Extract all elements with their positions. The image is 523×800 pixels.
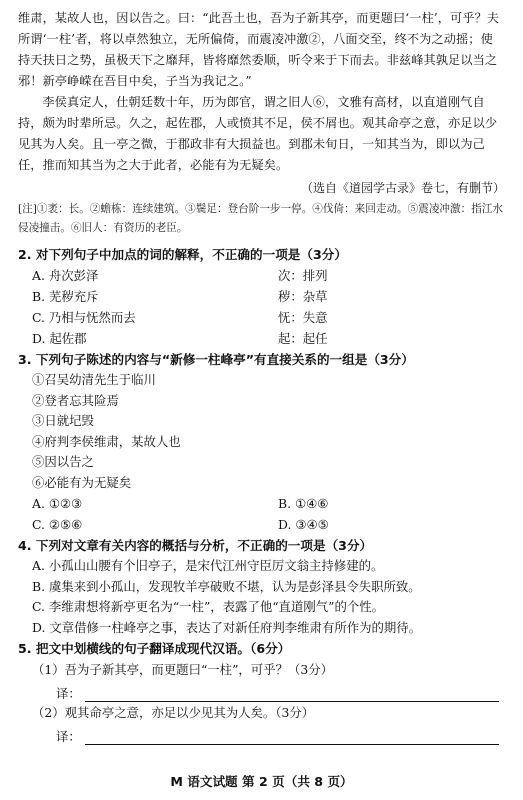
question-3-item: ⑤因以告之 (32, 454, 94, 469)
option-a: A. ①②③ (32, 496, 83, 511)
question-4-stem: 4. 下列对文章有关内容的概括与分析，不正确的一项是（3分） (18, 538, 373, 553)
question-3-item: ②登者忘其险焉 (32, 392, 119, 408)
question-4 (18, 535, 505, 638)
question-5-stem: 5. 把文中划横线的句子翻译成现代汉语。（6分） (18, 641, 291, 656)
question-2-stem: 2. 对下列句子中加点的词的解释，不正确的一项是（3分） (18, 247, 347, 262)
question-3-item: ①召吴幼清先生于临川 (32, 372, 156, 387)
question-5 (18, 638, 505, 745)
question-3-item: ④府判李侯维肃，某故人也 (32, 433, 181, 449)
question-4-option-d: D. 文章借修一柱峰亭之事，表达了对新任府判李维肃有所作为的期待。 (32, 619, 422, 635)
question-3-stem: 3. 下列句子陈述的内容与“新修一柱峰亭”有直接关系的一组是（3分） (18, 352, 414, 367)
question-4-option-a: A. 小孤山山腰有个旧亭子，是宋代江州守臣厉文翁主持修建的。 (32, 558, 384, 573)
question-2 (18, 244, 505, 349)
option-explanation: 起：起任 (278, 331, 328, 346)
option-b: B. ①④⑥ (278, 496, 329, 511)
question-3-options-row-1 (18, 493, 505, 514)
page-footer: M 语文试题 第 2 页（共 8 页） (170, 774, 353, 789)
question-3-item: ⑥必能有为无疑矣 (32, 474, 132, 490)
passage-source: （选自《道园学古录》卷七，有删节） (300, 181, 505, 195)
answer-blank-1[interactable] (85, 685, 499, 702)
option-explanation: 怃：失意 (278, 310, 328, 325)
answer-label: 译： (56, 686, 81, 701)
option-text: A. 舟次彭泽 (32, 268, 99, 283)
option-text: C. 乃相与怃然而去 (32, 310, 136, 325)
answer-label: 译： (56, 729, 81, 744)
question-5-sub-1: （1）吾为子新其亭，而更题曰“一柱”，可乎？（3分） (32, 662, 334, 677)
option-text: D. 起佐郡 (32, 331, 87, 346)
question-3 (18, 349, 505, 535)
question-5-sub-2: （2）观其命亭之意，亦足以少见其为人矣。（3分） (32, 705, 315, 720)
option-explanation: 秽：杂草 (278, 289, 328, 304)
question-2-option-b (18, 286, 505, 307)
question-2-option-d (18, 328, 505, 349)
passage-paragraph-1: 维肃，某故人也，因以告之。曰：“此吾土也，吾为子新其亭，而更题曰‘一柱’，可乎？夫所谓‘一柱’者，将以卓然独立，无所偏倚，而震凌冲激②，八面交至，终不为之动摇；使持天扶日之势，虽极天下之靡拜，皆将靡然委顺，听令来于下而去。非兹峰其孰足以当之邪！新亭峥嵘在吾目中矣，子当为我记之。” (18, 11, 500, 88)
option-c: C. ②⑤⑥ (32, 517, 83, 532)
question-4-option-c: C. 李维肃想将新亭更名为“一柱”，表露了他“直道刚气”的个性。 (32, 599, 385, 614)
question-3-item: ③日就圮毁 (32, 413, 94, 428)
option-d: D. ③④⑤ (278, 517, 329, 532)
answer-blank-2[interactable] (85, 728, 499, 745)
question-4-option-b: B. 虞集来到小孤山，发现牧羊亭破败不堪，认为是彭泽县令失职所致。 (32, 578, 421, 594)
question-2-option-c (18, 307, 505, 328)
option-text: B. 芜秽充斥 (32, 289, 99, 304)
passage-paragraph-2: 李侯真定人，仕朝廷数十年，历为郎官，谓之旧人⑥，文雅有高材，以直道刚气自持，颇为时辈所忌。久之，起佐郡，人或愤其不足，侯不屑也。观其命亭之意，亦足以少见其为人矣。且一亭之微，于郡政非有大损益也。到郡未旬日，一知其当为，即以为己任，推而知其当为之大于此者，必能有为无疑矣。 (18, 95, 498, 172)
answer-line-1 (18, 680, 505, 702)
passage-notes: [注]①袤：长。②蟾栋：连续建筑。③鬓足：登台阶一步一停。④伐倚：来回走动。⑤震凌冲激：指江水侵凌撞击。⑥旧人：有资历的老臣。 (18, 203, 503, 234)
question-2-option-a (18, 265, 505, 286)
answer-line-2 (18, 723, 505, 745)
question-3-options-row-2 (18, 514, 505, 535)
option-explanation: 次：排列 (278, 268, 328, 283)
